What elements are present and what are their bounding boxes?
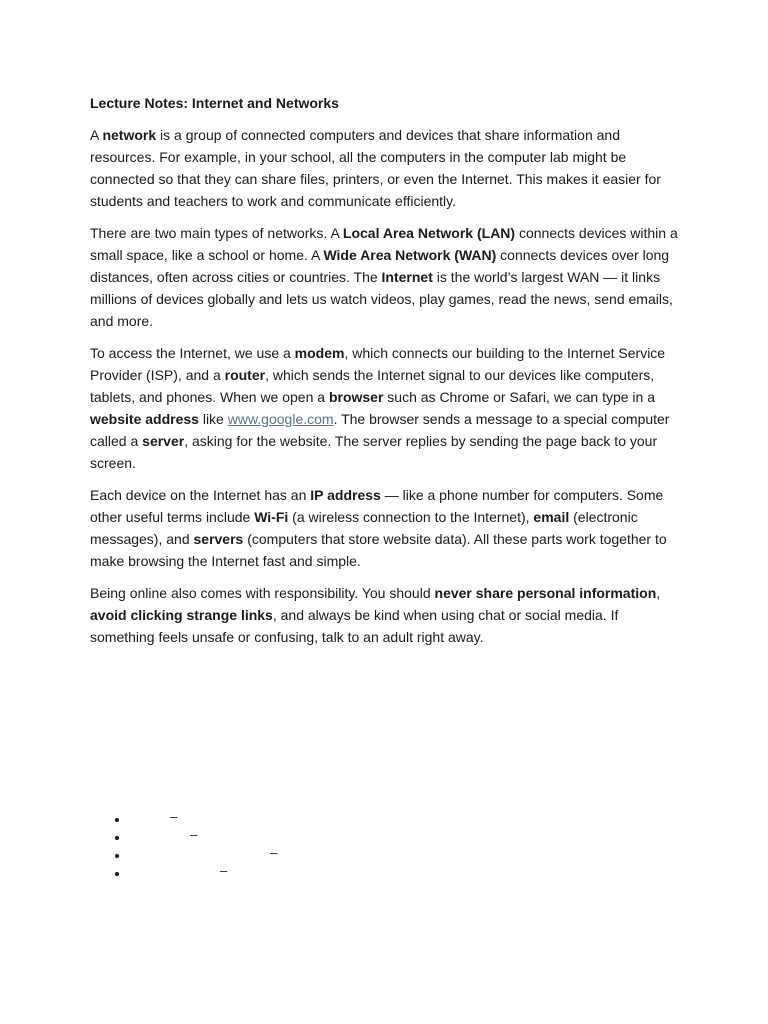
text: (a wireless connection to the Internet), (288, 509, 534, 525)
paragraph-types (90, 222, 680, 332)
dash: • – (270, 845, 278, 860)
text: (electronic messages), and (90, 509, 638, 547)
dash: • – (220, 863, 228, 878)
text: connects devices within a small space, like a school or home. A (90, 225, 678, 263)
term-internet: Internet (381, 269, 433, 285)
term-servers: servers (193, 531, 244, 547)
term-website-address: website address (90, 411, 199, 427)
list-item (130, 828, 430, 846)
document-body (90, 92, 680, 658)
text: such as Chrome or Safari, we can type in a (383, 389, 655, 405)
text: is a group of connected computers and devices that share information and resources. For example, in your school, all the computers in the computer lab might be connected so that they can share files, printers, or even the Internet. This makes it easier for students and teachers to work and communicate efficiently. (90, 127, 661, 209)
text: , which sends the Internet signal to our devices like computers, tablets, and phones. When we open a (90, 367, 655, 405)
list-item (130, 810, 430, 828)
term-avoid-links: avoid clicking strange links (90, 607, 273, 623)
term-modem: modem (294, 345, 345, 361)
text: A (90, 127, 103, 143)
text: , asking for the website. The server replies by sending the page back to your screen. (90, 433, 658, 471)
text: There are two main types of networks. A (90, 225, 343, 241)
dash: • – (190, 827, 198, 842)
paragraph-network (90, 124, 680, 212)
term-ip-address: IP address (310, 487, 381, 503)
list-item (130, 846, 430, 864)
term-router: router (224, 367, 266, 383)
text: , and always be kind when using chat or social media. If something feels unsafe or confusing, talk to an adult right away. (90, 607, 619, 645)
text: , which connects our building to the Internet Service Provider (ISP), and a (90, 345, 666, 383)
dash: • – (170, 809, 178, 824)
term-wan: Wide Area Network (WAN) (323, 247, 497, 263)
bullet-list (90, 810, 430, 882)
text: is the world’s largest WAN — it links millions of devices globally and lets us watch videos, play games, read the news, send emails, and more. (90, 269, 673, 329)
google-link[interactable]: www.google.com (227, 411, 334, 427)
term-browser: browser (328, 389, 384, 405)
text: Being online also comes with responsibility. You should (90, 585, 435, 601)
paragraph-access (90, 342, 680, 474)
text: — like a phone number for computers. Some other useful terms include (90, 487, 664, 525)
term-wifi: Wi-Fi (254, 509, 289, 525)
text: To access the Internet, we use a (90, 345, 295, 361)
document-title: Lecture Notes: Internet and Networks (90, 95, 339, 111)
paragraph-terms (90, 484, 680, 572)
term-email: email (533, 509, 570, 525)
text: (computers that store website data). All these parts work together to make browsing the Internet fast and simple. (90, 531, 667, 569)
term-never-share: never share personal information (434, 585, 657, 601)
list-item (130, 864, 430, 882)
text: connects devices over long distances, often across cities or countries. The (90, 247, 670, 285)
paragraph-safety (90, 582, 680, 648)
text: like (198, 411, 228, 427)
term-network: network (102, 127, 157, 143)
text: . The browser sends a message to a special computer called a (90, 411, 670, 449)
term-server: server (142, 433, 185, 449)
text: , (656, 585, 661, 601)
term-lan: Local Area Network (LAN) (342, 225, 516, 241)
text: Each device on the Internet has an (90, 487, 311, 503)
